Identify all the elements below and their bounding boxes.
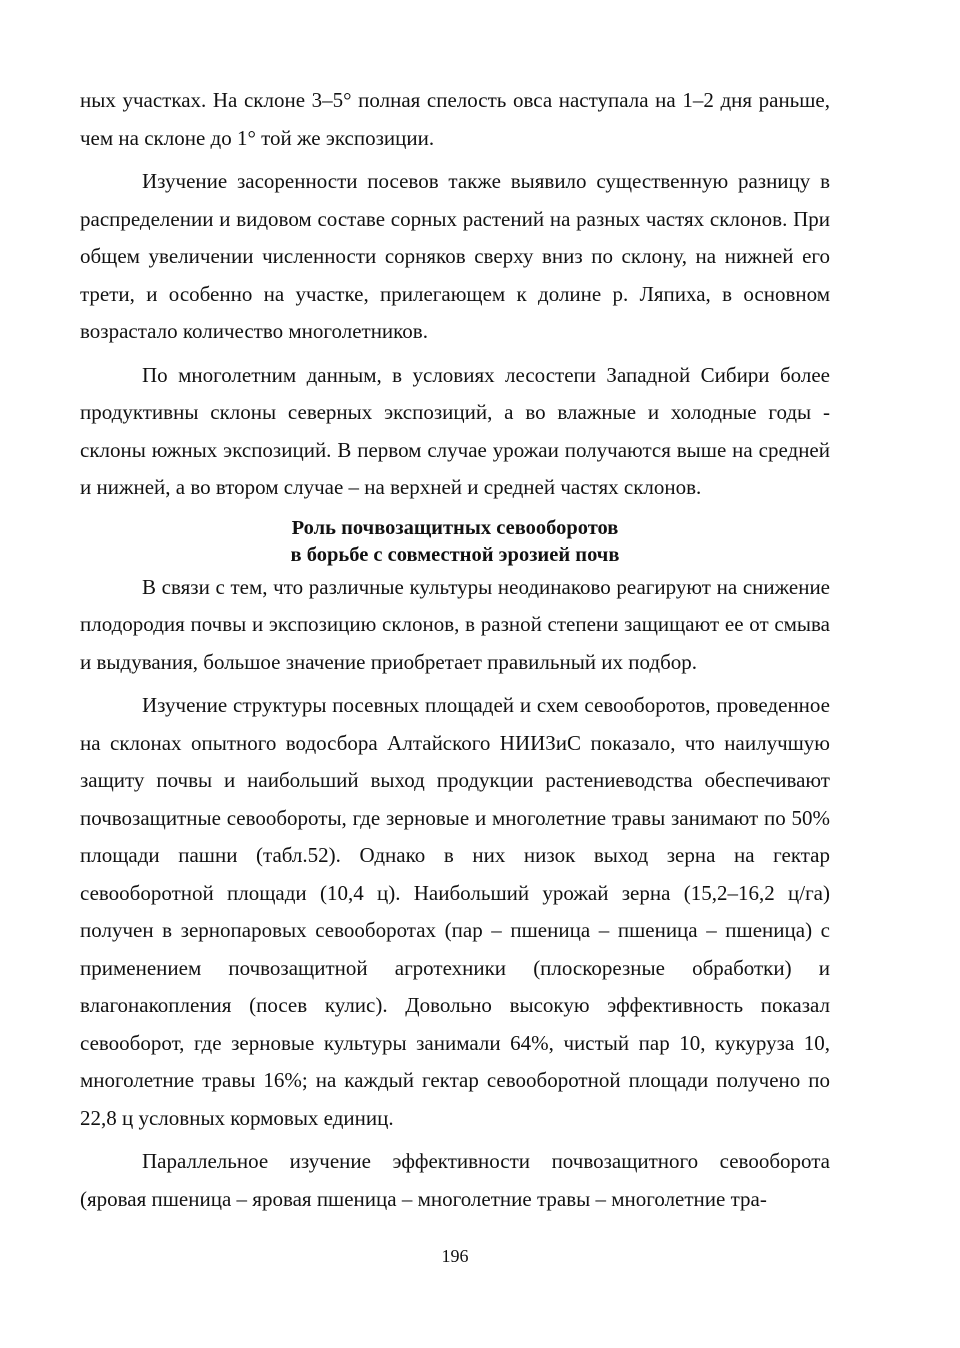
paragraph-crop-rotation-study: Изучение структуры посевных площадей и схем севооборотов, проведенное на склонах опытного водосбора Алтайского НИИЗиС показало, что наилучшую защиту почвы и наибольший выход продукции растениеводства обеспечивают почвозащитные севообороты, где зерновые и многолетние травы занимают по 50% площади пашни (табл.52). Однако в них низок выход зерна на гектар севооборотной площади (10,4 ц). Наибольший урожай зерна (15,2–16,2 ц/га) получен в зернопаровых севооборотах (пар – пшеница – пшеница – пшеница) с применением почвозащитной агротехники (плоскорезные обработки) и влагонакопления (посев кулис). Довольно высокую эффективность показал севооборот, где зерновые культуры занимали 64%, чистый пар 10, кукуруза 10, многолетние травы 16%; на каждый гектар севооборотной площади получено по 22,8 ц условных кормовых единиц.: [80, 693, 830, 1130]
paragraph-crop-selection: В связи с тем, что различные культуры неодинаково реагируют на снижение плодородия почвы и экспозицию склонов, в разной степени защищают ее от смыва и выдувания, большое значение приобретает правильный их подбор.: [80, 574, 830, 674]
paragraph-continuation: ных участках. На склоне 3–5° полная спелость овса наступала на 1–2 дня раньше, чем на склоне до 1° той же экспозиции.: [80, 88, 830, 150]
document-page: [80, 82, 830, 1218]
page-number: 196: [441, 1246, 469, 1266]
paragraph-parallel-study: Параллельное изучение эффективности почвозащитного севооборота (яровая пшеница – яровая пшеница – многолетние травы – многолетние тра-: [80, 1149, 830, 1211]
paragraph-weeds: Изучение засоренности посевов также выявило существенную разницу в распределении и видовом составе сорных растений на разных частях склонов. При общем увеличении численности сорняков сверху вниз по склону, на нижней его трети, и особенно на участке, прилегающем к долине р. Ляпиха, в основном возрастало количество многолетников.: [80, 169, 830, 343]
section-heading-line-2: в борьбе с совместной эрозией почв: [290, 543, 620, 566]
section-heading-line-1: Роль почвозащитных севооборотов: [291, 516, 619, 539]
section-heading: [80, 515, 830, 569]
paragraph-slopes: По многолетним данным, в условиях лесостепи Западной Сибири более продуктивны склоны северных экспозиций, а во влажные и холодные годы - склоны южных экспозиций. В первом случае урожаи получаются выше на средней и нижней, а во втором случае – на верхней и средней частях склонов.: [80, 362, 830, 499]
